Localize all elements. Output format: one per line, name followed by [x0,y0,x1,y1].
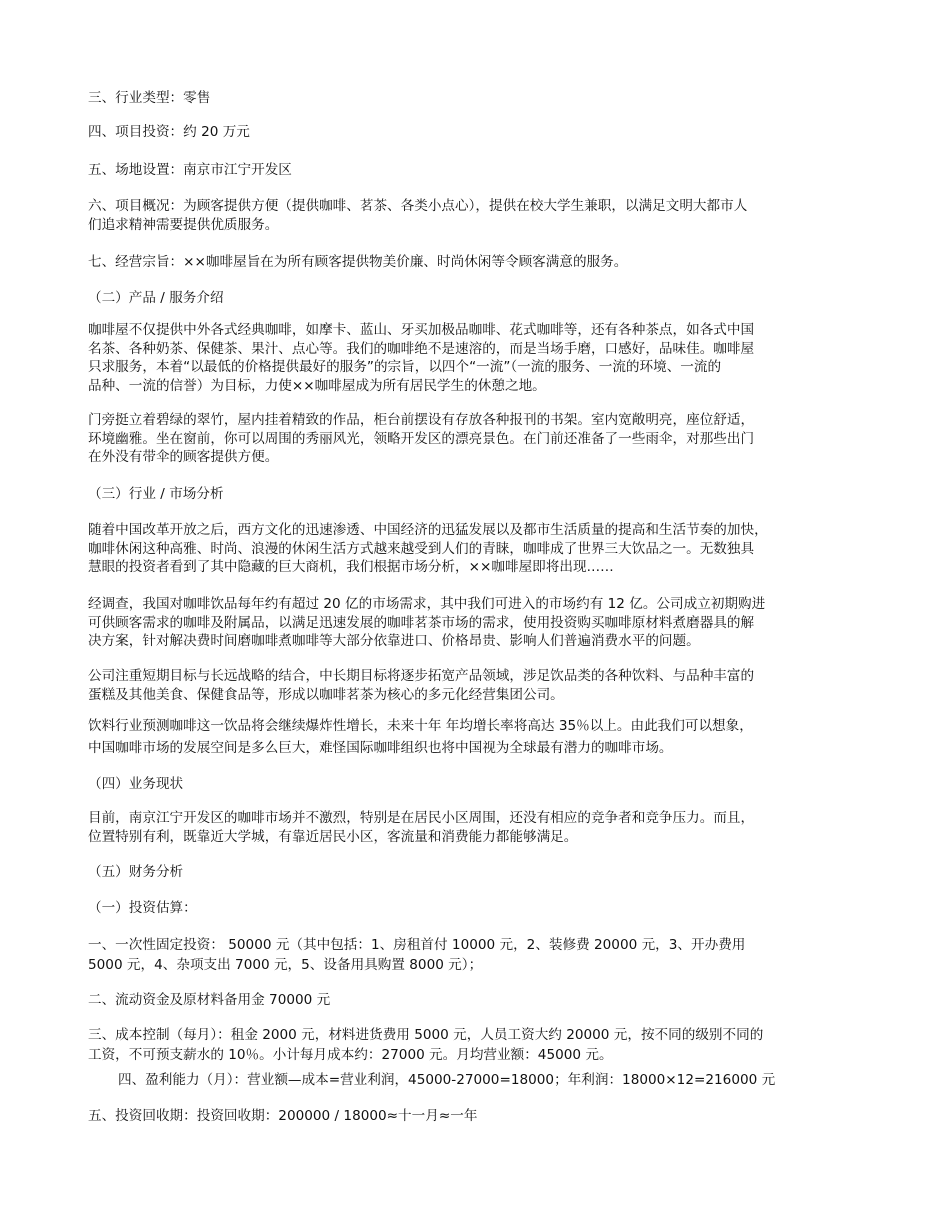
text-line: 三、成本控制（每月）：租金 2000 元，材料进货费用 5000 元，人员工资大约 20000 元，按不同的级别不同的 [88,1027,764,1043]
paragraph-cost-control [88,1025,763,1065]
text-line: 慧眼的投资者看到了其中隐藏的巨大商机，我们根据市场分析，××咖啡屋即将出现…… [88,559,614,575]
text-line: （四）业务现状 [88,776,184,792]
text-line: 目前，南京江宁开发区的咖啡市场并不激烈，特别是在居民小区周围，还没有相应的竞争者和竞争压力。而且， [88,810,755,826]
text-line: 5000 元，4、杂项支出 7000 元，5、设备用具购置 8000 元）； [88,957,483,973]
paragraph-business-status [88,809,754,846]
text-line: 咖啡屋不仅提供中外各式经典咖啡，如摩卡、蓝山、牙买加极品咖啡、花式咖啡等，还有各种茶点，如各式中国 [88,322,755,338]
text-line: 蛋糕及其他美食、保健食品等，形成以咖啡茗茶为核心的多元化经营集团公司。 [88,686,564,703]
text-line: 四、盈利能力（月）：营业额—成本=营业利润，45000-27000=18000；年利润：18000×12=216000 元 [118,1072,776,1088]
text-line: 一、一次性固定投资： 50000 元（其中包括：1、房租首付 10000 元，2、装修费 20000 元，3、开办费用 [88,937,746,953]
paragraph-market-survey [88,595,765,651]
text-line: 中国咖啡市场的发展空间是多么巨大，难怪国际咖啡组织也将中国视为全球最有潜力的咖啡市场。 [88,740,673,756]
text-line: 饮料行业预测咖啡这一饮品将会继续爆炸性增长，未来十年 年均增长率将高达 35％以上。由此我们可以想象， [88,718,753,734]
paragraph-products [88,321,754,395]
heading-investment-estimate [88,899,197,918]
paragraph-environment [88,411,754,467]
text-line: 们追求精神需要提供优质服务。 [88,216,279,233]
text-line: 环境幽雅。坐在窗前，你可以周围的秀丽风光，领略开发区的漂亮景色。在门前还准备了一些雨伞，对那些出门 [88,430,755,447]
text-line: （二）产品 / 服务介绍 [88,290,224,306]
paragraph-industry-type [88,89,210,108]
heading-financial [88,863,183,882]
heading-business-status [88,775,183,794]
text-line: （一）投资估算： [88,900,197,916]
text-line: 二、流动资金及原材料备用金 70000 元 [88,992,331,1008]
text-line: 只求服务，本着“以最低的价格提供最好的服务”的宗旨，以四个“一流”（一流的服务、一流的环境、一流的 [88,359,722,375]
paragraph-fixed-investment [88,935,745,975]
heading-market [88,485,224,504]
paragraph-profitability [118,1071,775,1090]
text-line: （三）行业 / 市场分析 [88,486,224,502]
text-line: 公司注重短期目标与长远战略的结合，中长期目标将逐步拓宽产品领域，涉足饮品类的各种饮料、与品种丰富的 [88,668,755,684]
heading-products [88,289,224,308]
paragraph-overview [88,197,747,234]
paragraph-forecast [88,715,753,759]
text-line: 四、项目投资：约 20 万元 [88,124,250,140]
paragraph-location [88,161,292,180]
text-line: 咖啡休闲这种高雅、时尚、浪漫的休闲生活方式越来越受到人们的青睐，咖啡成了世界三大饮品之一。无数独具 [88,540,755,557]
text-line: 可供顾客需求的咖啡及附属品，以满足迅速发展的咖啡茗茶市场的需求，使用投资购买咖啡原材料煮磨器具的解 [88,614,755,631]
text-line: 工资，不可预支薪水的 10％。小计每月成本约：27000 元。月均营业额：45000 元。 [88,1047,613,1063]
text-line: 六、项目概况：为顾客提供方便（提供咖啡、茗茶、各类小点心），提供在校大学生兼职，以满足文明大都市人 [88,198,748,214]
text-line: 在外没有带伞的顾客提供方便。 [88,449,279,465]
text-line: 七、经营宗旨：××咖啡屋旨在为所有顾客提供物美价廉、时尚休闲等令顾客满意的服务。 [88,254,628,270]
text-line: 随着中国改革开放之后，西方文化的迅速渗透、中国经济的迅猛发展以及都市生活质量的提高和生活节奏的加快， [88,522,768,538]
text-line: 五、场地设置：南京市江宁开发区 [88,162,292,178]
text-line: 名茶、各种奶茶、保健茶、果汁、点心等。我们的咖啡绝不是速溶的，而是当场手磨，口感好，品味佳。咖啡屋 [88,340,755,357]
paragraph-market-background [88,521,768,577]
text-line: 五、投资回收期：投资回收期：200000 / 18000≈十一月≈一年 [88,1108,478,1124]
text-line: 决方案，针对解决费时间磨咖啡煮咖啡等大部分依靠进口、价格昂贵、影响人们普遍消费水平的问题。 [88,633,700,649]
text-line: 品种、一流的信誉）为目标，力使××咖啡屋成为所有居民学生的休憩之地。 [88,377,546,394]
text-line: （五）财务分析 [88,864,184,880]
paragraph-strategy [88,667,754,704]
paragraph-investment [88,123,250,142]
text-line: 门旁挺立着碧绿的翠竹，屋内挂着精致的作品，柜台前摆设有存放各种报刊的书架。室内宽敞明亮，座位舒适， [88,412,755,428]
paragraph-working-capital [88,991,330,1010]
paragraph-purpose [88,253,627,272]
text-line: 经调查，我国对咖啡饮品每年约有超过 20 亿的市场需求，其中我们可进入的市场约有 12 亿。公司成立初期购进 [88,596,766,612]
text-line: 位置特别有利，既靠近大学城，有靠近居民小区，客流量和消费能力都能够满足。 [88,828,578,845]
text-line: 三、行业类型：零售 [88,90,211,106]
paragraph-payback [88,1107,477,1126]
